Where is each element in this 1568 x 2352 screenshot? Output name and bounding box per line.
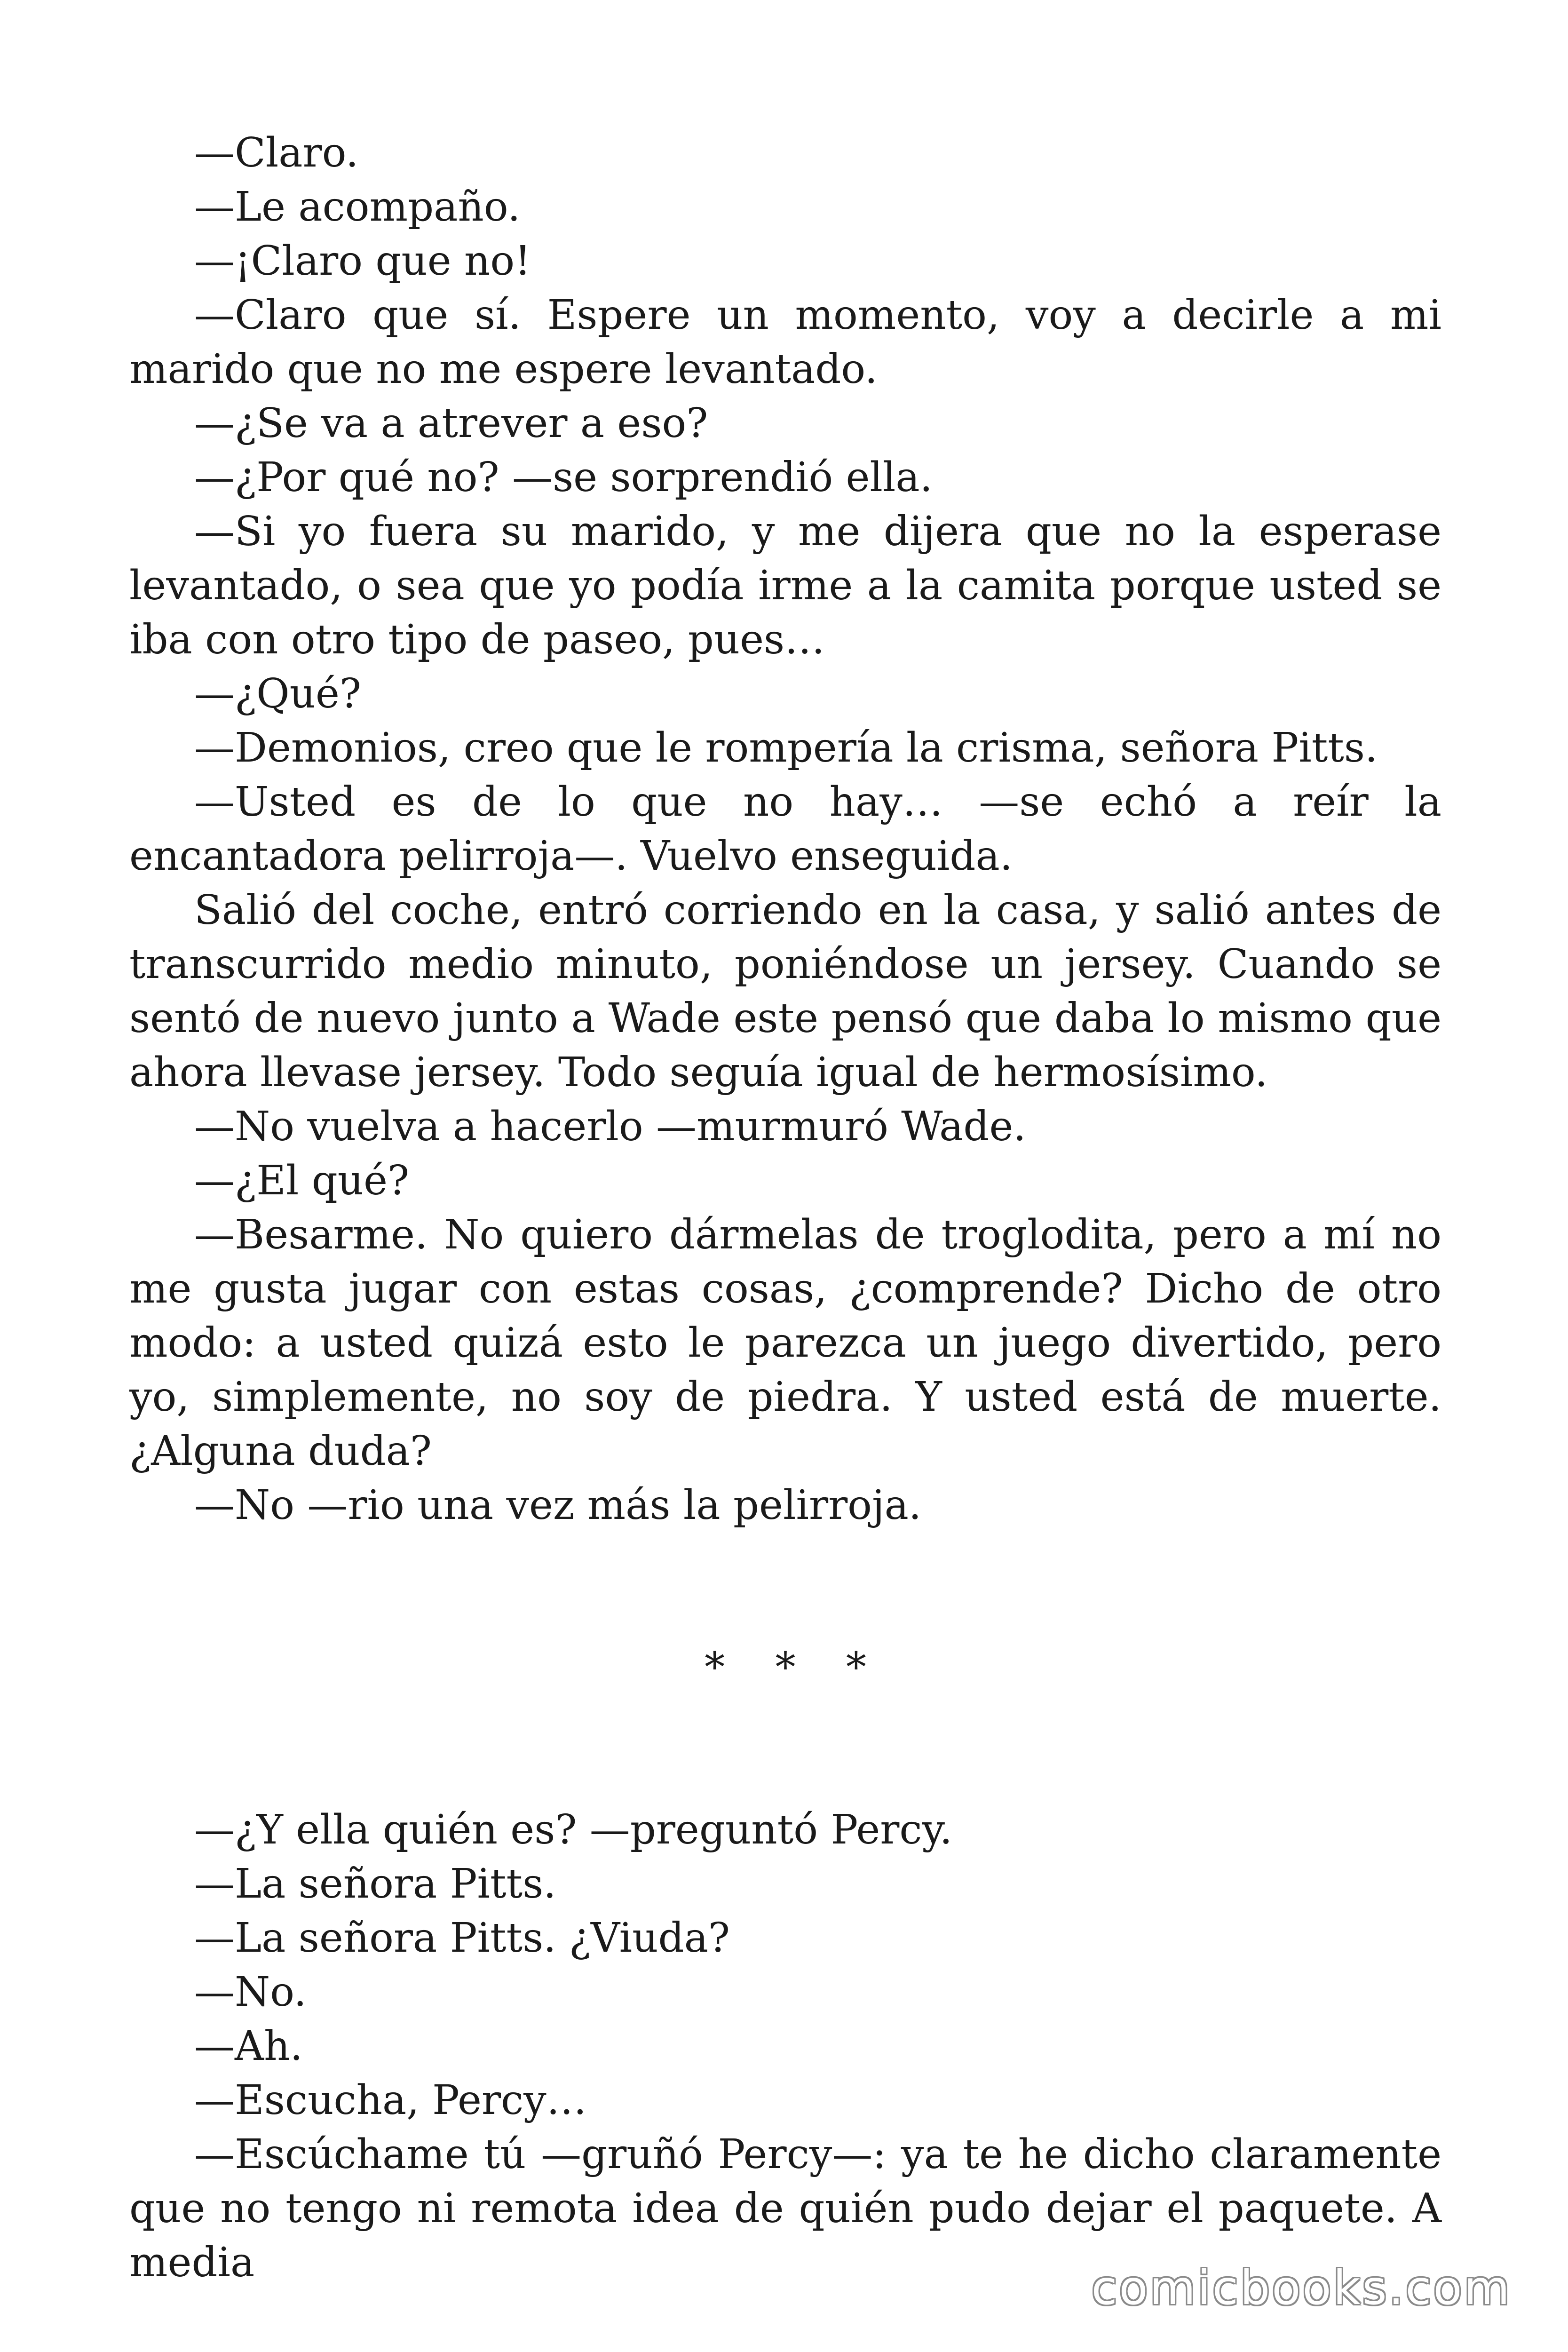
paragraph: —Claro. <box>194 129 359 176</box>
paragraph: —¿Y ella quién es? —preguntó Percy. <box>194 1806 952 1853</box>
paragraph: —Claro que sí. Espere un momento, voy a decirle a mi marido que no me espere levantado. <box>129 292 1441 393</box>
paragraph: —¡Claro que no! <box>194 238 531 285</box>
spacer <box>129 1533 1441 1641</box>
paragraph: —Besarme. No quiero dármelas de troglodita, pero a mí no me gusta jugar con estas cosas, ¿comprende? Dicho de otro modo: a usted quizá esto le parezca un juego divertido, pero yo, simplemente, no soy de piedra. Y usted está de muerte. ¿Alguna duda? <box>129 1211 1441 1475</box>
paragraph: —No —rio una vez más la pelirroja. <box>194 1482 922 1529</box>
paragraph: —No vuelva a hacerlo —murmuró Wade. <box>194 1103 1026 1150</box>
paragraph: —Si yo fuera su marido, y me dijera que no la esperase levantado, o sea que yo podía irme a la camita porque usted se iba con otro tipo de paseo, pues… <box>129 508 1441 663</box>
paragraph: —Escúchame tú —gruñó Percy—: ya te he dicho claramente que no tengo ni remota idea de quién pudo dejar el paquete. A media <box>129 2131 1441 2286</box>
scene-break: * * * <box>705 1644 885 1691</box>
section-2 <box>129 1803 1441 2290</box>
paragraph: —Usted es de lo que no hay… —se echó a reír la encantadora pelirroja—. Vuelvo enseguida. <box>129 779 1441 880</box>
paragraph: —¿Por qué no? —se sorprendió ella. <box>194 454 933 501</box>
paragraph: —¿Qué? <box>194 670 362 717</box>
paragraph: —Ah. <box>194 2023 303 2070</box>
paragraph: —¿Se va a atrever a eso? <box>194 400 708 447</box>
section-1 <box>129 126 1441 1533</box>
book-page <box>129 126 1441 2290</box>
paragraph: —No. <box>194 1969 307 2016</box>
paragraph: Salió del coche, entró corriendo en la casa, y salió antes de transcurrido medio minuto, poniéndose un jersey. Cuando se sentó de nuevo junto a Wade este pensó que daba lo mismo que ahora llevase jersey. Todo seguía igual de hermosísimo. <box>129 887 1441 1096</box>
paragraph: —¿El qué? <box>194 1157 410 1204</box>
paragraph: —La señora Pitts. ¿Viuda? <box>194 1915 730 1962</box>
spacer <box>129 1695 1441 1803</box>
paragraph: —Escucha, Percy… <box>194 2077 587 2124</box>
watermark: comicbooks.com <box>1091 2260 1512 2315</box>
paragraph: —La señora Pitts. <box>194 1860 556 1907</box>
paragraph: —Le acompaño. <box>194 183 521 230</box>
paragraph: —Demonios, creo que le rompería la crisma, señora Pitts. <box>194 724 1378 771</box>
